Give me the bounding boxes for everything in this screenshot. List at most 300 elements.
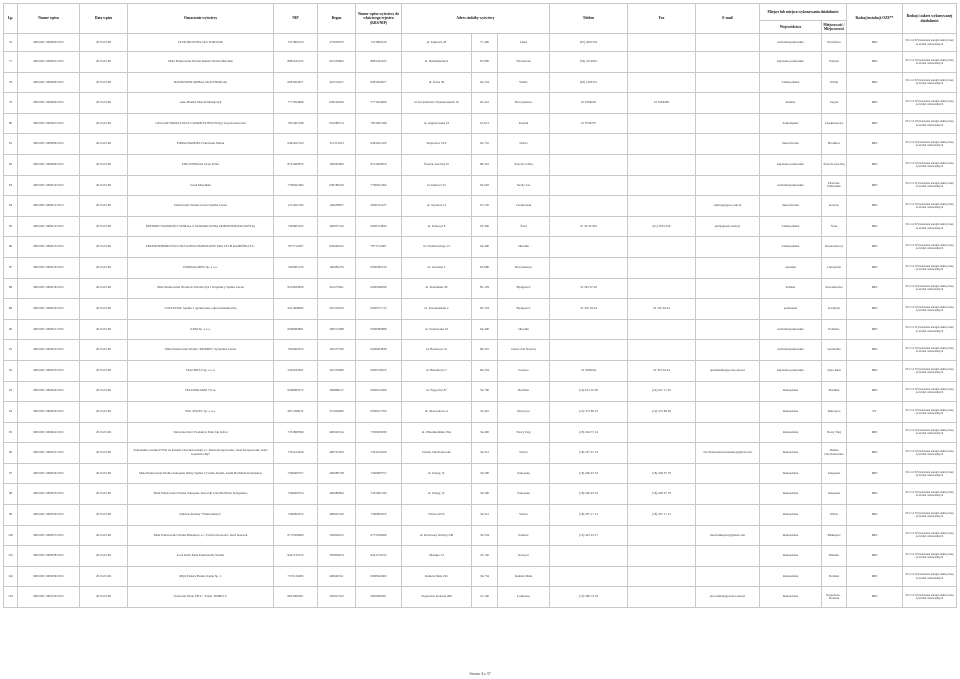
cell-pkd: 35.11.Z Wytwarzanie energii elektrycznej ze źródeł odnawialnych — [903, 175, 957, 196]
cell-pkd: 35.11.Z Wytwarzanie energii elektrycznej ze źródeł odnawialnych — [903, 463, 957, 484]
cell-fax — [628, 34, 696, 52]
cell-numer-wpisu: MEOZE/1000036/2015 — [18, 505, 80, 526]
cell-lp: 76 — [4, 34, 18, 52]
cell-fax — [628, 422, 696, 443]
cell-oznaczenie: Mała Elektrownia Wodna Zakopane Ośmy Spółka Cywilna Jaremi, Adam Bochlicki Kołyplakos — [128, 463, 274, 484]
cell-miejscowosc-adres: Witów — [498, 443, 550, 464]
table-row — [4, 463, 957, 484]
cell-oznaczenie: Mała Elektrownia Wodna K.Włodarczyk i Wspólnicy Spółka Jawna — [128, 278, 274, 299]
cell-rodzaj-oze: MEI — [847, 34, 903, 52]
cell-lp: 91 — [4, 340, 18, 361]
cell-regon: 410514471 — [318, 72, 356, 93]
cell-oznaczenie: FIRMA HANDEL Franciszek Marek — [128, 134, 274, 155]
cell-numer-krs: 7771024489 — [356, 93, 402, 114]
cell-pkd: 35.11.Z Wytwarzanie energii elektrycznej ze źródeł odnawialnych — [903, 134, 957, 155]
cell-pkd: 35.11.Z Wytwarzanie energii elektrycznej ze źródeł odnawialnych — [903, 216, 957, 237]
cell-email — [696, 299, 760, 320]
cell-numer-krs: 0000022660 — [356, 566, 402, 587]
table-row — [4, 216, 957, 237]
cell-numer-krs: 0000403838 — [356, 340, 402, 361]
cell-ulica: ul. Wodnictwiego 13 — [402, 237, 472, 258]
cell-miejscowosc-adres: Pieczyskiewo — [498, 93, 550, 114]
cell-telefon: 61 8184002 — [550, 93, 628, 114]
cell-regon: 490680994 — [318, 484, 356, 505]
cell-telefon: (18) 207 17 12 — [550, 505, 628, 526]
cell-pkd: 35.11.Z Wytwarzanie energii elektrycznej ze źródeł odnawialnych — [903, 525, 957, 546]
table-row — [4, 196, 957, 217]
cell-ulica: ul. Ostrąg 1C — [402, 463, 472, 484]
cell-miejscowosc-adres: Obornik — [498, 319, 550, 340]
cell-kod: 86-341 — [472, 154, 498, 175]
cell-fax — [628, 113, 696, 134]
header-lp: Lp. — [4, 4, 18, 34]
cell-telefon — [550, 154, 628, 175]
cell-regon: 362557760 — [318, 340, 356, 361]
cell-pkd: 35.11.Z Wytwarzanie energii elektrycznej ze źródeł odnawialnych — [903, 34, 957, 52]
cell-numer-wpisu: MEOZE/1000010/2015 — [18, 175, 80, 196]
cell-oznaczenie: Jacek Mowiński — [128, 175, 274, 196]
cell-wojewodztwo: opolskie — [760, 257, 822, 278]
cell-fax — [628, 237, 696, 258]
cell-telefon: 61 28 30 459 — [550, 216, 628, 237]
cell-kod: 61-013 — [472, 113, 498, 134]
cell-oznaczenie: Mała Elektrownia Wodna Danuta Wolter-Marchuk — [128, 52, 274, 73]
cell-pkd: 35.11.Z Wytwarzanie energii elektrycznej ze źródeł odnawialnych — [903, 402, 957, 423]
cell-email — [696, 505, 760, 526]
cell-fax: (61) 3501.256 — [628, 216, 696, 237]
cell-ulica: ul. Kajkowa 28 — [402, 34, 472, 52]
cell-miejscowosc: Nowy Targ — [822, 422, 847, 443]
cell-data-wpisu: 2015-03-06 — [80, 237, 128, 258]
cell-email — [696, 134, 760, 155]
cell-lp: 103 — [4, 587, 18, 608]
cell-numer-krs: 7471800120 — [356, 34, 402, 52]
cell-numer-wpisu: MEOZE/1000024/2015 — [18, 381, 80, 402]
cell-oznaczenie: Mała Elektrownia Wodna Zakopane Janowski Jana Bochlicki Kołyplakos — [128, 484, 274, 505]
cell-kod: 64-400 — [472, 319, 498, 340]
table-row — [4, 154, 957, 175]
cell-telefon — [550, 175, 628, 196]
cell-lp: 99 — [4, 505, 18, 526]
cell-data-wpisu: 2015-03-06 — [80, 340, 128, 361]
cell-numer-wpisu: MEOZE/1000026/2015 — [18, 402, 80, 423]
cell-ulica: ul. Królowiej Jadwigi 238 — [402, 525, 472, 546]
cell-lp: 81 — [4, 134, 18, 155]
cell-miejscowosc-adres: Czerkowiek — [498, 196, 550, 217]
table-row — [4, 525, 957, 546]
cell-numer-wpisu: MEOZE/1000023/2015 — [18, 360, 80, 381]
cell-oznaczenie: Młyn Elektra Hołek, Kajak Sp. J. — [128, 566, 274, 587]
cell-ulica: ul. Dunalajbelna 9 — [402, 52, 472, 73]
cell-oznaczenie: Loch Dalia Mała Elektrownia Wodna — [128, 546, 274, 567]
cell-miejscowosc: Kowalkowka — [822, 278, 847, 299]
cell-pkd: 35.11.Z Wytwarzanie energii elektrycznej ze źródeł odnawialnych — [903, 237, 957, 258]
cell-pkd: 35.11.Z Wytwarzanie energii elektrycznej ze źródeł odnawialnych — [903, 505, 957, 526]
cell-kod: 62-080 — [472, 257, 498, 278]
cell-nip: 7790021694 — [274, 175, 318, 196]
cell-numer-wpisu: MEOZE/1000035/2015 — [18, 484, 80, 505]
cell-oznaczenie: ELEKTROWNIA JAN TOMASIK — [128, 34, 274, 52]
cell-nip: 7821001298 — [274, 113, 318, 134]
cell-fax — [628, 196, 696, 217]
cell-miejscowosc: Brodnica — [822, 134, 847, 155]
table-row — [4, 484, 957, 505]
cell-wojewodztwo: małopolskie — [760, 422, 822, 443]
cell-wojewodztwo: małopolskie — [760, 402, 822, 423]
cell-wojewodztwo: mazowieckie — [760, 134, 822, 155]
cell-numer-wpisu: MEOZE/1000009/2015 — [18, 154, 80, 175]
cell-rodzaj-oze: MEI — [847, 134, 903, 155]
cell-fax: 52 323 04 44 — [628, 360, 696, 381]
cell-numer-krs: 8741060870 — [356, 154, 402, 175]
cell-fax — [628, 566, 696, 587]
cell-pkd: 35.11.Z Wytwarzanie energii elektrycznej ze źródeł odnawialnych — [903, 72, 957, 93]
cell-data-wpisu: 2015-03-06 — [80, 299, 128, 320]
cell-numer-krs: 0000318474 — [356, 360, 402, 381]
register-table — [3, 3, 957, 608]
cell-ulica: ul. Betonowa 3a — [402, 340, 472, 361]
cell-data-wpisu: 2015-03-06 — [80, 546, 128, 567]
cell-email[interactable]: jarek@park-wsm.pl — [696, 216, 760, 237]
cell-miejscowosc-adres: Dobczyce — [498, 402, 550, 423]
cell-numer-wpisu: MEOZE/1000019/2015 — [18, 299, 80, 320]
table-row — [4, 340, 957, 361]
cell-miejscowosc: Kwidzyn — [822, 299, 847, 320]
cell-email[interactable]: elra.tanikol@poczta.onet.pl — [696, 587, 760, 608]
cell-miejscowosc-adres: Pieczyskiewo — [498, 257, 550, 278]
cell-nip: 6772509480 — [274, 525, 318, 546]
header-pkd: Rodzaj i zakres wykonywanej działalności — [903, 4, 957, 34]
header-nip: NIP — [274, 4, 318, 34]
table-row — [4, 402, 957, 423]
cell-miejscowosc: Biskupice — [822, 525, 847, 546]
cell-regon: 300513388 — [318, 319, 356, 340]
cell-lp: 89 — [4, 299, 18, 320]
cell-numer-krs: 8881343165 — [356, 52, 402, 73]
cell-rodzaj-oze: MEI — [847, 505, 903, 526]
header-rodzaj-oze: Rodzaj instalacji OZE** — [847, 4, 903, 34]
cell-telefon: (18) 264 37 24 — [550, 422, 628, 443]
cell-miejscowosc: Dolina Chochołowska — [822, 443, 847, 464]
cell-miejscowosc: Żegoń — [822, 93, 847, 114]
cell-wojewodztwo: wielkopolskie — [760, 237, 822, 258]
cell-nip: 6821060301 — [274, 587, 318, 608]
cell-miejscowosc-adres: Bydgoszcz — [498, 299, 550, 320]
cell-oznaczenie: POL-INWEC Sp. z o.o. — [128, 402, 274, 423]
header-fax: Fax — [628, 4, 696, 34]
cell-email[interactable]: chocholowskaschronisko@gmail.com — [696, 443, 760, 464]
cell-lp: 97 — [4, 463, 18, 484]
cell-rodzaj-oze: MEI — [847, 154, 903, 175]
cell-telefon: (18) 206 43 32 — [550, 484, 628, 505]
header-telefon: Telefon — [550, 4, 628, 34]
cell-telefon: 52 345 07 26 — [550, 278, 628, 299]
cell-oznaczenie: Tartaczne Inni i Produkcja Palet Jan Jędrol — [128, 422, 274, 443]
cell-nip: 7361412420 — [274, 443, 318, 464]
cell-rodzaj-oze: MEI — [847, 381, 903, 402]
cell-email — [696, 72, 760, 93]
cell-miejscowosc-adres: Łoniszów — [498, 587, 550, 608]
cell-data-wpisu: 2015-03-06 — [80, 257, 128, 278]
cell-rodzaj-oze: MEI — [847, 216, 903, 237]
cell-numer-wpisu: MEOZE/1000012/2015 — [18, 216, 80, 237]
header-numer-wpisu: Numer wpisu — [18, 4, 80, 34]
cell-telefon: (12) 372 89 10 — [550, 402, 628, 423]
cell-pkd: 35.11.Z Wytwarzanie energii elektrycznej ze źródeł odnawialnych — [903, 154, 957, 175]
cell-ulica: ul. Wikomiołlnika 39A — [402, 422, 472, 443]
cell-telefon — [550, 566, 628, 587]
cell-numer-krs: 0000380898 — [356, 319, 402, 340]
header-wojewodztwo: Województwo — [760, 21, 822, 34]
cell-data-wpisu: 2015-03-06 — [80, 154, 128, 175]
cell-ulica: Dolina Chochołowska — [402, 443, 472, 464]
cell-numer-wpisu: MEOZE/1000022/2015 — [18, 422, 80, 443]
table-row — [4, 422, 957, 443]
cell-regon: 350894674 — [318, 546, 356, 567]
cell-fax: (14) 615 11 50 — [628, 381, 696, 402]
register-rows — [4, 34, 957, 608]
cell-wojewodztwo: zachodniopomorskie — [760, 340, 822, 361]
cell-oznaczenie: Auto-Blamat Marcin Madajczyk — [128, 93, 274, 114]
cell-lp: 88 — [4, 278, 18, 299]
cell-lp: 77 — [4, 52, 18, 73]
cell-regon: 351664000 — [318, 402, 356, 423]
cell-fax — [628, 154, 696, 175]
cell-lp: 79 — [4, 93, 18, 114]
cell-rodzaj-oze: MEI — [847, 587, 903, 608]
cell-pkd: 35.11.Z Wytwarzanie energii elektrycznej ze źródeł odnawialnych — [903, 422, 957, 443]
cell-email — [696, 484, 760, 505]
cell-email[interactable]: andrzej@goes.com.pl — [696, 196, 760, 217]
cell-pkd: 35.11.Z Wytwarzanie energii elektrycznej ze źródeł odnawialnych — [903, 381, 957, 402]
cell-regon: 351313223 — [318, 134, 356, 155]
cell-rodzaj-oze: MEI — [847, 175, 903, 196]
cell-miejscowosc-adres: Nowy Targ — [498, 422, 550, 443]
cell-pkd: 35.11.Z Wytwarzanie energii elektrycznej ze źródeł odnawialnych — [903, 587, 957, 608]
cell-miejscowosc: Kraszewkowy — [822, 237, 847, 258]
cell-rodzaj-oze: PV — [847, 402, 903, 423]
cell-data-wpisu: 2015-03-06 — [80, 443, 128, 464]
cell-numer-wpisu: MEOZE/1000006/2015 — [18, 93, 80, 114]
cell-numer-wpisu: MEOZE/1000016/2015 — [18, 257, 80, 278]
cell-data-wpisu: 2015-03-06 — [80, 360, 128, 381]
cell-rodzaj-oze: MEI — [847, 113, 903, 134]
cell-rodzaj-oze: MEI — [847, 257, 903, 278]
cell-rodzaj-oze: MEI — [847, 237, 903, 258]
cell-lp: 87 — [4, 257, 18, 278]
cell-fax — [628, 72, 696, 93]
cell-data-wpisu: 2015-03-06 — [80, 525, 128, 546]
cell-lp: 80 — [4, 113, 18, 134]
cell-regon: 273050970 — [318, 34, 356, 52]
cell-data-wpisu: 2015-03-06 — [80, 93, 128, 114]
cell-wojewodztwo: kujawsko-pomorskie — [760, 154, 822, 175]
cell-data-wpisu: 2015-03-06 — [80, 587, 128, 608]
cell-wojewodztwo: kujawsko-pomorskie — [760, 360, 822, 381]
cell-wojewodztwo: małopolskie — [760, 484, 822, 505]
cell-numer-wpisu: MEOZE/1000150/2015 — [18, 587, 80, 608]
cell-ulica: ul. Kosyniertów Wyszkowskich 16 — [402, 93, 472, 114]
cell-kod: 21-100 — [472, 587, 498, 608]
cell-miejscowosc: Nowiębice — [822, 34, 847, 52]
cell-miejscowosc-adres: Koszyce — [498, 546, 550, 567]
cell-nip: 6060984891 — [274, 319, 318, 340]
cell-email — [696, 257, 760, 278]
cell-oznaczenie: Mała Elektrownia Wodna "MODRIS" Sp.Spółka Jawna — [128, 340, 274, 361]
cell-ulica: ul. Kraszpółskiej 2 — [402, 299, 472, 320]
cell-ulica: Mazuko 74 — [402, 546, 472, 567]
cell-kod: 62-002 — [472, 175, 498, 196]
table-row — [4, 237, 957, 258]
cell-miejscowosc: Czerkiszewice — [822, 113, 847, 134]
cell-pkd: 35.11.Z Wytwarzanie energii elektrycznej ze źródeł odnawialnych — [903, 566, 957, 587]
cell-miejscowosc: Nogacków - Kolonia — [822, 587, 847, 608]
cell-pkd: 35.11.Z Wytwarzanie energii elektrycznej ze źródeł odnawialnych — [903, 340, 957, 361]
cell-regon: 632286574 — [318, 113, 356, 134]
table-row — [4, 299, 957, 320]
cell-nip: 6411908000 — [274, 299, 318, 320]
cell-numer-wpisu: MEOZE/1000031/2015 — [18, 443, 80, 464]
cell-numer-wpisu: MEOZE/1000001/2015 — [18, 52, 80, 73]
cell-ulica: Witów 207A — [402, 505, 472, 526]
cell-kod: 62-710 — [472, 134, 498, 155]
cell-fax — [628, 546, 696, 567]
cell-wojewodztwo: zachodniopomorskie — [760, 175, 822, 196]
cell-regon: 300898127 — [318, 381, 356, 402]
table-row — [4, 113, 957, 134]
cell-oznaczenie: STACHOT-2 Sp. z o.o. — [128, 360, 274, 381]
cell-kod: 30-234 — [472, 525, 498, 546]
cell-regon: 146638057 — [318, 196, 356, 217]
table-row — [4, 278, 957, 299]
cell-nip: 6981004677 — [274, 72, 318, 93]
cell-kod: 77-400 — [472, 34, 498, 52]
cell-kod: 64-234 — [472, 72, 498, 93]
cell-regon: 160482279 — [318, 257, 356, 278]
cell-numer-krs: 0000371715 — [356, 299, 402, 320]
cell-kod: 87-800 — [472, 52, 498, 73]
cell-kod: 64-400 — [472, 237, 498, 258]
cell-numer-krs: 7821001298 — [356, 113, 402, 134]
cell-email — [696, 422, 760, 443]
cell-rodzaj-oze: MEI — [847, 278, 903, 299]
cell-email[interactable]: andzamuki@poczta.onet.pl — [696, 360, 760, 381]
cell-wojewodztwo: zachodniopomorskie — [760, 34, 822, 52]
cell-data-wpisu: 2015-03-06 — [80, 422, 128, 443]
cell-ulica: ul. Parkowa 8 — [402, 216, 472, 237]
cell-data-wpisu: 2015-03-06 — [80, 113, 128, 134]
table-row — [4, 257, 957, 278]
cell-data-wpisu: 2015-03-06 — [80, 463, 128, 484]
cell-pkd: 35.11.Z Wytwarzanie energii elektrycznej ze źródeł odnawialnych — [903, 196, 957, 217]
cell-data-wpisu: 2015-03-06 — [80, 196, 128, 217]
cell-lp: 102 — [4, 566, 18, 587]
cell-email — [696, 546, 760, 567]
cell-wojewodztwo: mazowieckie — [760, 196, 822, 217]
cell-numer-wpisu: MEOZE/1000021/2015 — [18, 319, 80, 340]
cell-rodzaj-oze: MEI — [847, 319, 903, 340]
cell-miejscowosc-adres: Kraków — [498, 525, 550, 546]
cell-telefon: 52 310 04 44 — [550, 299, 628, 320]
table-row — [4, 587, 957, 608]
cell-nip: 7360002074 — [274, 505, 318, 526]
cell-wojewodztwo: małopolskie — [760, 525, 822, 546]
cell-miejscowosc: Stare Rżeś — [822, 360, 847, 381]
cell-oznaczenie: Sylwester Duda F.H.U. "DAU-TOMKI 2" — [128, 587, 274, 608]
cell-nip: 7471800120 — [274, 34, 318, 52]
table-row — [4, 72, 957, 93]
table-row — [4, 52, 957, 73]
cell-miejscowosc: Podolsk — [822, 566, 847, 587]
cell-numer-wpisu: MEOZE/1000011/2015 — [18, 196, 80, 217]
cell-numer-krs: 0000311627 — [356, 196, 402, 217]
cell-nip: 2392043931 — [274, 360, 318, 381]
cell-email — [696, 319, 760, 340]
cell-nip: 6481261320 — [274, 134, 318, 155]
cell-email — [696, 278, 760, 299]
cell-miejscowosc: Zakopane — [822, 463, 847, 484]
cell-rodzaj-oze: MEI — [847, 93, 903, 114]
cell-fax — [628, 587, 696, 608]
cell-lp: 100 — [4, 525, 18, 546]
cell-email[interactable]: mewbiskupice@gmail.com — [696, 525, 760, 546]
cell-lp: 101 — [4, 546, 18, 567]
cell-ulica: Świecie nad Osą 97 — [402, 154, 472, 175]
cell-regon: 490640511 — [318, 566, 356, 587]
cell-email — [696, 566, 760, 587]
cell-ulica: ul. Olszowkowa 4 — [402, 402, 472, 423]
cell-pkd: 35.11.Z Wytwarzanie energii elektrycznej ze źródeł odnawialnych — [903, 113, 957, 134]
cell-fax — [628, 278, 696, 299]
cell-fax — [628, 52, 696, 73]
cell-nip: 7871712607 — [274, 237, 318, 258]
cell-lp: 93 — [4, 381, 18, 402]
page-footer: Strona 4 z 37 — [469, 671, 491, 676]
cell-kod: 32-410 — [472, 402, 498, 423]
cell-miejscowosc-adres: Zakopane — [498, 484, 550, 505]
cell-miejscowosc: Połanów — [822, 319, 847, 340]
cell-pkd: 35.11.Z Wytwarzanie energii elektrycznej ze źródeł odnawialnych — [903, 443, 957, 464]
cell-fax — [628, 319, 696, 340]
cell-miejscowosc-adres: Łoleszo — [498, 360, 550, 381]
cell-rodzaj-oze: MEI — [847, 196, 903, 217]
cell-numer-wpisu: MEOZE/1000008/2015 — [18, 134, 80, 155]
cell-email — [696, 34, 760, 52]
cell-kod: 34-500 — [472, 463, 498, 484]
cell-kod: 34-512 — [472, 505, 498, 526]
cell-email — [696, 381, 760, 402]
header-miejscowosc: Miejscowość / Miejscowości — [822, 21, 847, 34]
cell-email — [696, 93, 760, 114]
cell-numer-wpisu: MEOZE/1000039/2015 — [18, 566, 80, 587]
cell-miejscowosc-adres: Gniew nad Notecią — [498, 340, 550, 361]
cell-pkd: 35.11.Z Wytwarzanie energii elektrycznej ze źródeł odnawialnych — [903, 93, 957, 114]
cell-nip: 7492001576 — [274, 257, 318, 278]
cell-lp: 84 — [4, 196, 18, 217]
cell-data-wpisu: 2015-03-06 — [80, 566, 128, 587]
cell-telefon: (14) 612 10 00 — [550, 381, 628, 402]
cell-ulica: Kamela Mała 291 — [402, 566, 472, 587]
cell-ulica: Nogacków Kolonia 408 — [402, 587, 472, 608]
cell-miejscowosc-adres: Obornik — [498, 237, 550, 258]
cell-oznaczenie: ENERGO-MEW Sp. z o.o. — [128, 257, 274, 278]
cell-numer-krs: 7871712607 — [356, 237, 402, 258]
cell-ulica: ul. Ostrąg 1C — [402, 484, 472, 505]
cell-regon: 490680748 — [318, 463, 356, 484]
cell-data-wpisu: 2015-03-06 — [80, 484, 128, 505]
cell-wojewodztwo: małopolskie — [760, 463, 822, 484]
cell-oznaczenie: Kubeck Andrzej "Flamczakówa" — [128, 505, 274, 526]
